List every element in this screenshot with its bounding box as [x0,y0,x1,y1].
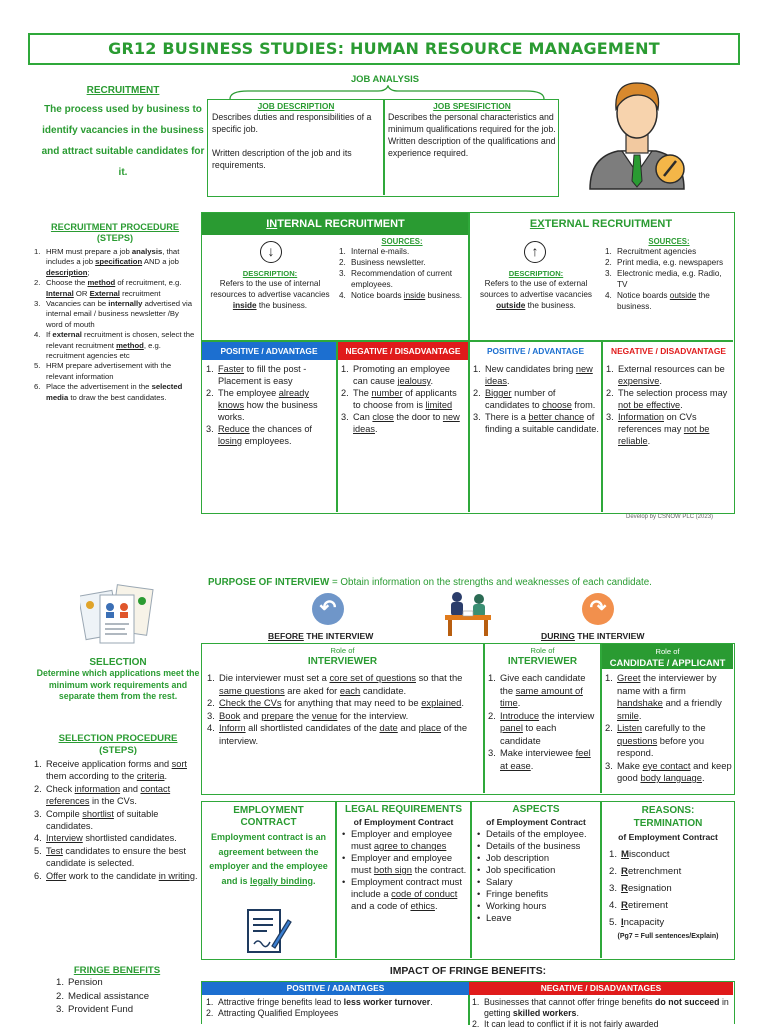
list-item: 1. Internal e-mails. [339,247,410,256]
internal-sources-label: SOURCES: [381,237,423,246]
interview-table [201,643,735,795]
internal-description [206,269,334,311]
job-description-title: JOB DESCRIPTION [257,101,335,111]
list-item: • Fringe benefits [477,888,599,900]
list-item: 1. External resources can be expensive. [606,364,725,386]
procedure-subheading: (STEPS) [96,233,134,243]
impact-negative-header: NEGATIVE / DISADVANTAGES [469,982,733,995]
list-item: • Employment contract must include a code of conduct and a code of ethics. [342,876,469,912]
termination [603,804,733,940]
contract-pen-icon [242,906,292,956]
list-item: 3. There is a better chance of finding a suitable candidate. [473,412,599,434]
external-description [472,269,600,311]
job-description-p2: Written description of the job and its requirements. [212,148,352,170]
list-item: 5. Incapacity [609,917,665,928]
termination-heading: REASONS: [641,805,695,816]
list-item: 2. Bigger number of candidates to choose from. [473,388,596,410]
list-item: 1. Recruitment agencies [605,247,697,256]
selection-definition: Determine which applications meet the minimum work requirements and separate them from the rest. [36,668,200,701]
job-specification-p1: Describes the personal characteristics and minimum qualifications required for the job. [388,112,556,134]
list-item: 3. Make interviewee feel at ease. [488,747,591,771]
upload-arrow-icon: ↑ [524,241,546,263]
list-item: 1. Pension [56,977,103,988]
list-item: 2. Business newsletter. [339,258,426,267]
list-item: • Details of the employee. [477,828,599,840]
fringe-list [34,976,200,1017]
list-item: 2. Medical assistance [56,990,150,1002]
procedure-heading: RECRUITMENT PROCEDURE [50,222,180,232]
external-positive-header: POSITIVE / ADVANTAGE [486,346,585,356]
recruitment-definition: The process used by business to identify vacancies in the business and attract suitable candidates for it. [41,104,205,178]
job-specification-title: JOB SPESIFICTION [433,101,511,111]
selection-steps [34,758,202,882]
list-item: 2. Retrenchment [609,866,682,877]
list-item: 1. New candidates bring new ideas. [473,364,593,386]
internal-sources-list [339,246,465,301]
list-item: 3. Provident Fund [56,1004,134,1015]
list-item: 2. Attracting Qualified Employees [206,1008,339,1018]
list-item: 3. Recommendation of current employees. [339,269,453,289]
list-item: 2. Choose the method of recruitment, e.g. Internal OR External recruitment [34,278,182,298]
user-tie-icon [582,73,692,191]
list-item: • Working hours [477,900,599,912]
before-role-header: Role of INTERVIEWER [307,646,378,667]
termination-note: (Pg7 = Full sentences/Explain) [617,933,719,940]
internal-positive-list [206,363,334,447]
external-sources-label: SOURCES: [648,237,690,246]
termination-heading2: TERMINATION [633,818,703,829]
list-item: 3. Can close the door to new ideas. [341,412,460,434]
list-item: 3. Book and prepare the venue for the interview. [207,709,409,721]
list-item: 4. Interview shortlisted candidates. [34,833,177,844]
list-item: 1. Give each candidate the same amount of time. [488,672,586,708]
list-item: 5. HRM prepare advertisement with the relevant information [34,361,172,381]
external-desc-text: Refers to the use of external sources to advertise vacancies outside the business. [480,279,592,310]
selection-proc-sub: (STEPS) [99,745,137,756]
list-item: 2. Introduce the interview panel to each candidate [488,709,595,746]
interview-desk-icon [443,589,493,639]
during-interview-heading: DURING THE INTERVIEW [541,631,645,641]
list-item: • Job specification [477,864,599,876]
list-item: 2. Check the CVs for anything that may need to be explained. [207,697,464,708]
list-item: 2. Listen carefully to the questions before you respond. [605,722,706,758]
recruitment-heading: RECRUITMENT [86,85,160,96]
list-item: 1. Greet the interviewer by name with a firm handshake and a friendly smile. [605,672,722,721]
list-item: 1. Receive application forms and sort them according to the criteria. [34,759,187,782]
fringe-heading: FRINGE BENEFITS [73,965,161,976]
list-item: 3. Electronic media, e.g. Radio, TV [605,269,722,289]
list-item: 1. Faster to fill the post - Placement is easy [206,364,307,386]
legal-list [338,828,469,912]
list-item: • Employer and employee must agree to changes [342,828,469,852]
job-analysis-box [207,99,559,197]
list-item: 3. Resignation [609,883,672,894]
list-item: 2. Print media, e.g. newspapers [605,258,724,267]
external-sources [605,237,733,312]
list-item: 3. Reduce the chances of losing employees. [206,424,312,446]
legal-requirements [338,804,469,912]
list-item: • Job description [477,852,599,864]
job-specification-p2: Written description of the qualifications and experience required. [388,136,556,158]
list-item: 2. The number of applicants to choose from is limited [341,388,457,410]
selection-section [34,657,202,703]
internal-recruitment-title: INTERNAL RECRUITMENT [202,213,469,235]
list-item: 2. It can lead to conflict if it is not fairly awarded [472,1019,659,1029]
list-item: 1. HRM must prepare a job analysis, that includes a job specification AND a job description; [34,247,180,277]
list-item: • Salary [477,876,599,888]
list-item: 2. Check information and contact references in the CVs. [34,783,171,807]
termination-sub: of Employment Contract [618,832,718,842]
employment-contract [204,805,333,888]
recruitment-procedure [34,222,196,403]
page-title: GR12 BUSINESS STUDIES: HUMAN RESOURCE MANAGEMENT [108,39,660,58]
list-item: 4. Notice boards outside the business. [605,291,710,311]
impact-heading: IMPACT OF FRINGE BENEFITS: [389,966,547,977]
procedure-steps [34,247,196,403]
contract-heading: EMPLOYMENT CONTRACT [233,805,304,828]
external-recruitment-title: EXTERNAL RECRUITMENT [529,218,673,230]
download-arrow-icon: ↓ [260,241,282,263]
internal-negative-header: NEGATIVE / DISADVANTAGE [338,342,468,360]
impact-positive-header: POSITIVE / ADANTAGES [202,982,469,995]
page-title-box [28,33,740,65]
fringe-benefits [34,965,200,1017]
external-positive-list [473,363,599,435]
contract-table [201,801,735,960]
aspects-list [473,828,599,924]
impact-positive-list [206,997,464,1019]
list-item: • Employer and employee must both sign the contract. [342,852,469,876]
list-item: 1. Die interviewer must set a core set of questions so that the same questions are aked for each candidate. [207,672,463,696]
credit: Develop by CSNOW PLC (2023) [626,514,714,520]
job-description [212,101,380,171]
internal-desc-label: DESCRIPTION: [242,269,298,278]
list-item: 3. Vacancies can be internally advertised via internal email / business newsletter /By word of mouth [34,299,193,329]
list-item: 6. Offer work to the candidate in writing. [34,870,198,881]
list-item: 1. Businesses that cannot offer fringe benefits do not succeed in getting skilled workers. [472,997,729,1018]
list-item: 4. If external recruitment is chosen, select the relevant recruitment method, e.g. recruitment agencies etc [34,330,195,361]
external-negative-header: NEGATIVE / DISADVANTAGE [611,346,726,356]
job-specification [388,101,556,159]
list-item: 4. Retirement [609,900,668,911]
list-item: 1. Promoting an employee can cause jealousy. [341,364,451,386]
job-analysis-heading: JOB ANALYSIS [350,73,420,84]
aspects-heading: ASPECTS [512,804,560,815]
external-negative-list [606,363,732,447]
selection-heading: SELECTION [89,657,147,668]
list-item: 3. Make eye contact and keep good body language. [605,759,732,783]
list-item: 4. Notice boards inside business. [339,291,463,300]
termination-list [603,846,733,931]
cv-documents-icon [80,583,156,647]
before-interview-heading: BEFORE THE INTERVIEW [268,631,374,641]
list-item: • Details of the business [477,840,599,852]
before-interview-list [207,672,479,747]
external-sources-list [605,246,733,312]
selection-proc-heading: SELECTION PROCEDURE [58,733,178,744]
list-item: • Leave [477,912,599,924]
list-item: 3. Compile shortlist of suitable candidates. [34,808,159,832]
legal-sub: of Employment Contract [353,817,454,827]
list-item: 1. Attractive fringe benefits lead to less worker turnover. [206,997,433,1007]
contract-definition: Employment contract is an agreement between the employer and the employee and is legally binding. [209,832,328,886]
selection-procedure [34,733,202,882]
internal-positive-header: POSITIVE / ADVANTAGE [202,342,336,360]
during-interview-list [488,672,598,772]
candidate-list [605,672,733,785]
internal-negative-list [341,363,466,435]
list-item: 2. The employee already knows how the business works. [206,388,318,422]
aspects [473,804,599,924]
recruitment-section [38,85,208,183]
interview-purpose: PURPOSE OF INTERVIEW = Obtain information on the strengths and weaknesses of each candidate. [208,577,652,588]
impact-table [201,981,735,1029]
legal-heading: LEGAL REQUIREMENTS [344,804,463,815]
internal-sources [339,237,465,301]
candidate-role-header: Role of CANDIDATE / APPLICANT [602,644,733,669]
list-item: 2. The selection process may not be effective. [606,388,728,410]
list-item: 6. Place the advertisement in the selected media to draw the best candidates. [34,382,183,402]
external-desc-label: DESCRIPTION: [508,269,564,278]
list-item: 5. Test candidates to ensure the best candidate is selected. [34,845,186,869]
internal-desc-text: Refers to the use of internal resources to advertise vacancies inside the business. [210,279,330,310]
aspects-sub: of Employment Contract [486,817,586,827]
list-item: 4. Inform all shortlisted candidates of the date and place of the interview. [207,722,468,746]
list-item: 3. Information on CVs references may not be reliable. [606,412,710,446]
list-item: 1. Misconduct [609,849,670,860]
job-description-p1: Describes duties and responsibilities of a specific job. [212,112,372,134]
during-role-header: Role of INTERVIEWER [507,646,578,667]
back-arrow-icon: ↶ [312,593,344,625]
forward-arrow-icon: ↷ [582,593,614,625]
recruitment-table [201,212,735,514]
impact-negative-list [472,997,732,1030]
